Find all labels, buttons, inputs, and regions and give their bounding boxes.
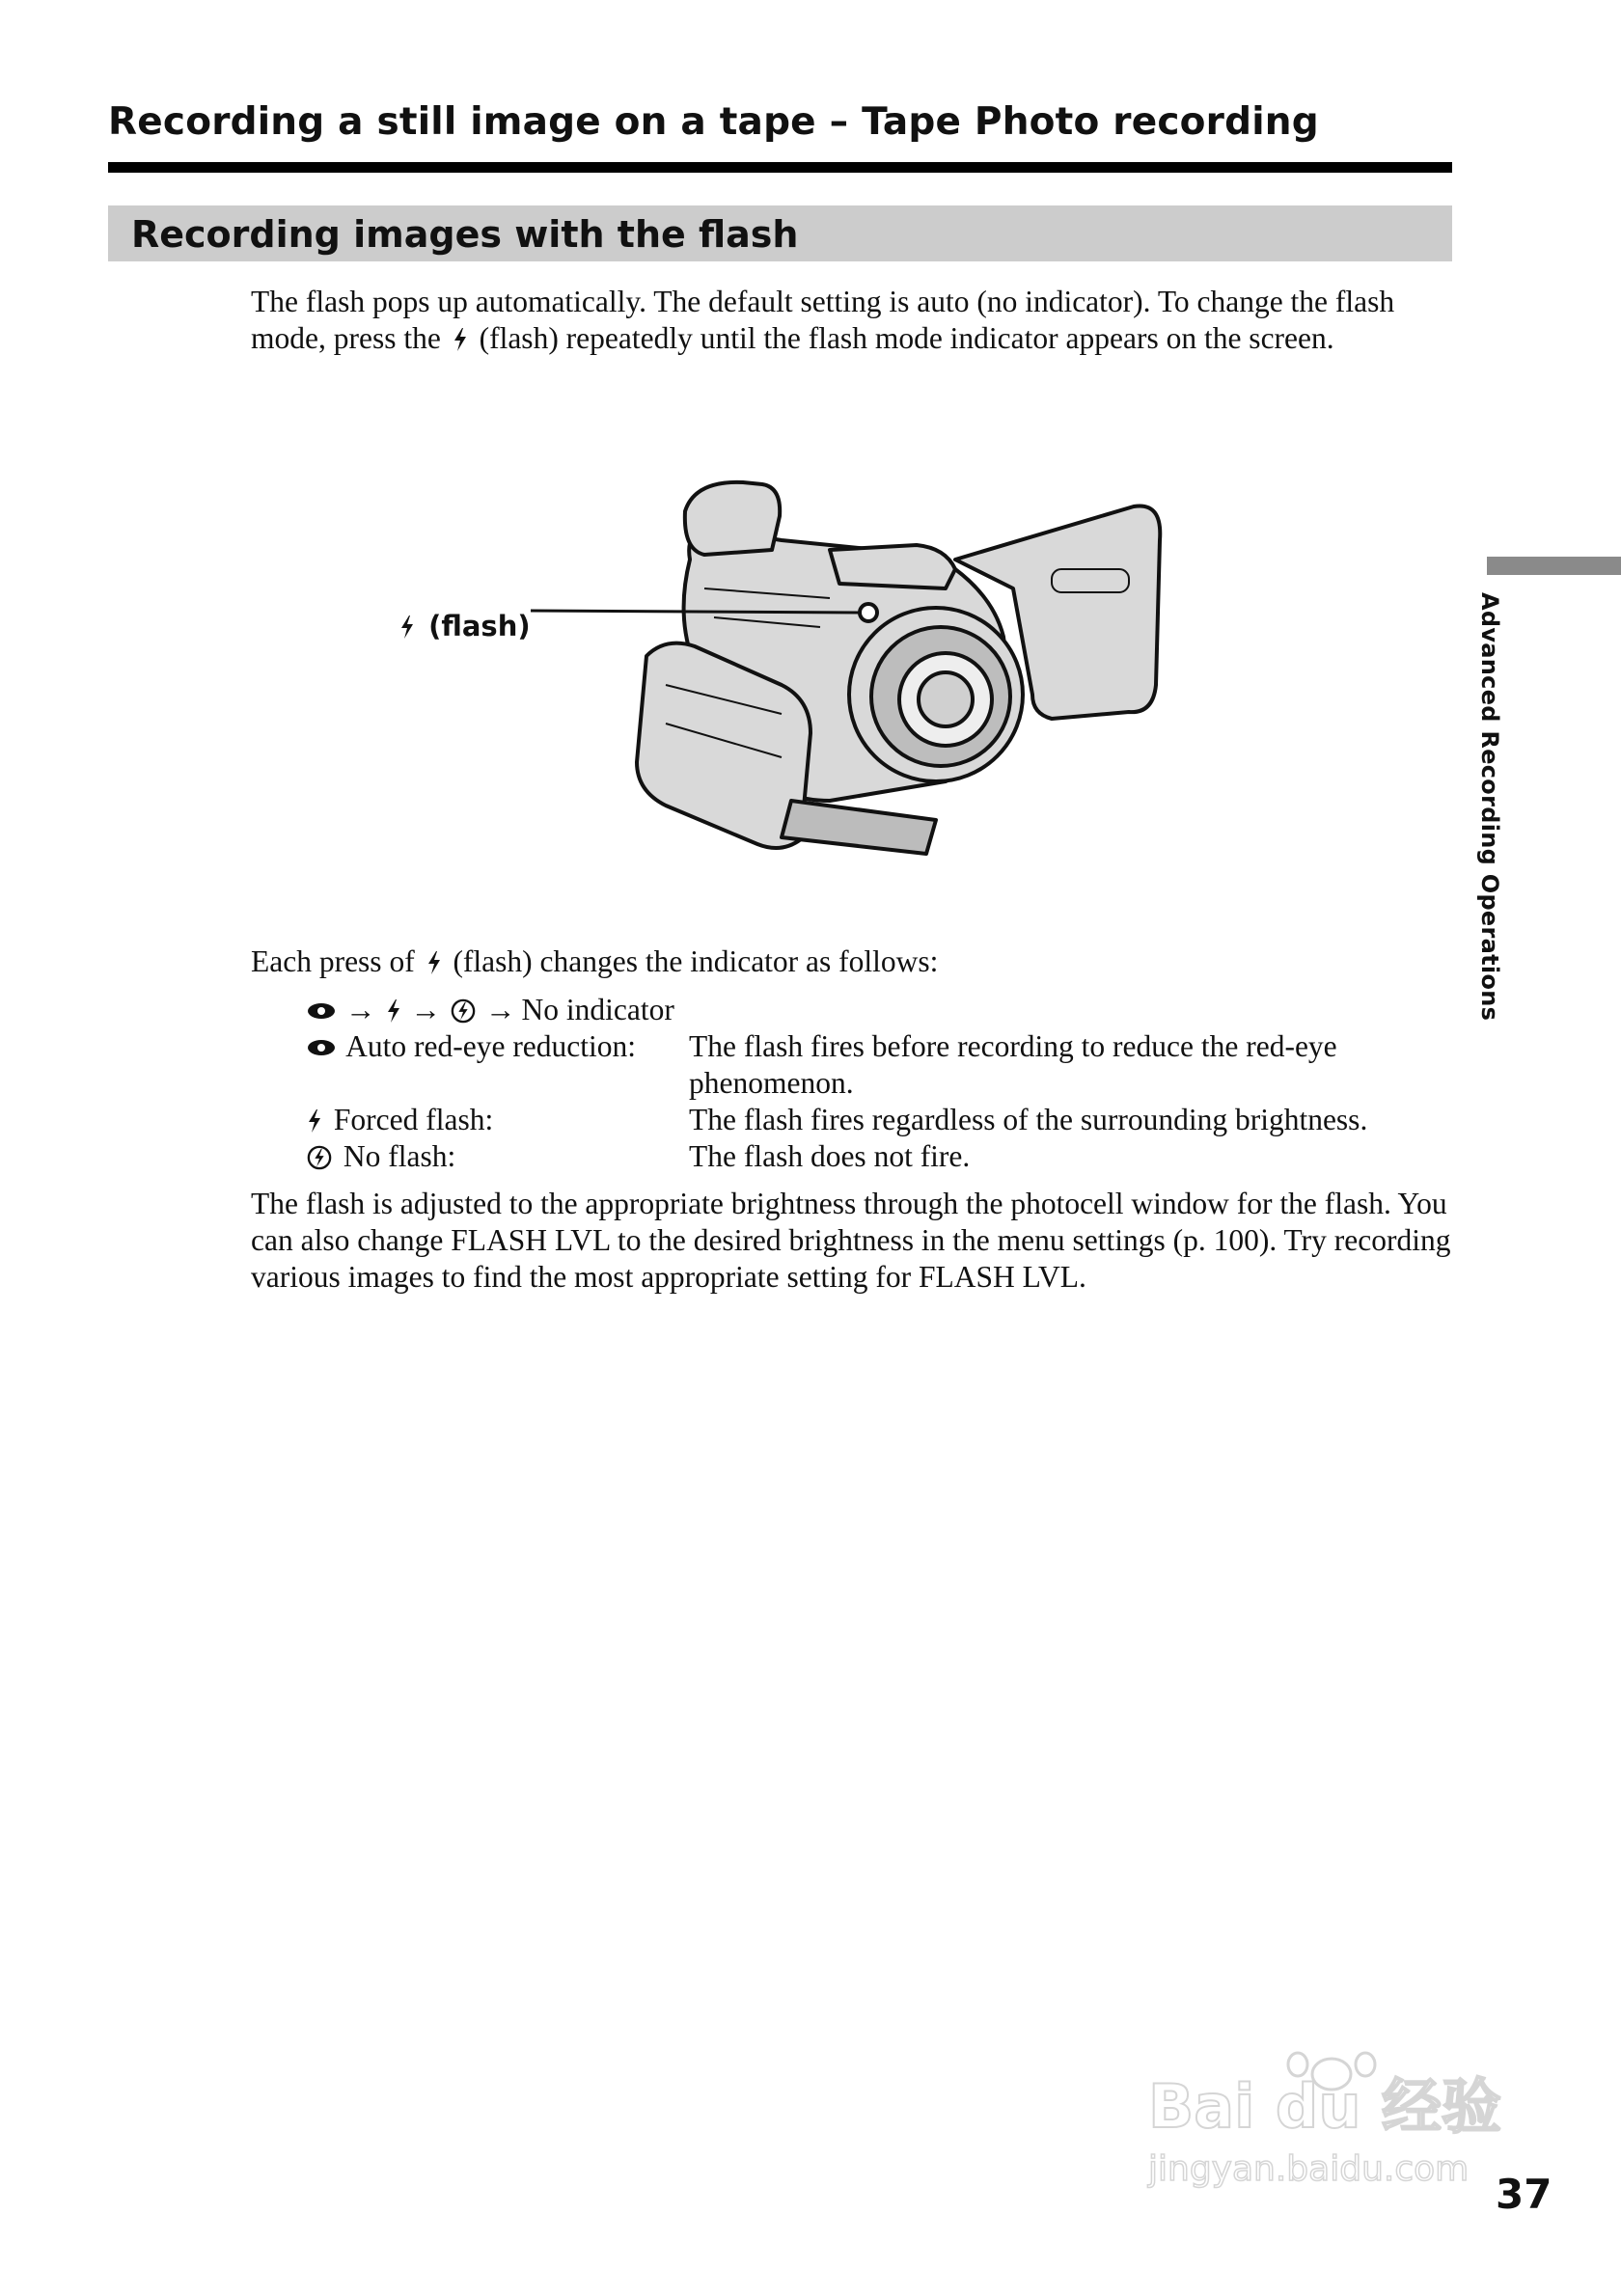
mode-label [303,1028,636,1065]
sequence-arrow: → [410,993,441,1026]
intro-text-1: The flash pops up automatically. The default setting is auto (no indicator). To change the flash mode, press the [251,285,1395,355]
top-handle [830,545,955,588]
indicator-sequence [303,992,674,1028]
each-press-paragraph [251,943,1452,980]
flash-callout-label: (flash) [428,610,531,642]
flash-icon [452,327,469,352]
no-flash-icon [450,998,477,1024]
chapter-title: Recording a still image on a tape – Tape Photo recording [108,100,1319,144]
each-press-text-1: Each press of [251,944,415,978]
title-rule [108,162,1452,173]
mode-label-text: No flash: [343,1139,456,1173]
sequence-end-label: No indicator [521,993,674,1026]
baidu-watermark [1139,2036,1525,2200]
flash-icon [426,950,443,975]
sequence-arrow: → [345,993,376,1026]
watermark-url: jingyan.baidu.com [1148,2149,1470,2189]
mode-description: The flash fires before recording to reduce the red-eye phenomenon. [689,1029,1337,1100]
watermark-brand: Bai du 经验 [1148,2071,1502,2142]
red-eye-icon [306,1035,337,1060]
flash-callout [396,610,531,642]
mode-description: The flash fires regardless of the surrounding brightness. [689,1103,1368,1136]
side-tab-marker [1487,557,1621,575]
flash-icon [398,615,416,640]
intro-paragraph [251,284,1452,357]
closing-paragraph: The flash is adjusted to the appropriate brightness through the photocell window for the flash. You can also change FLASH LVL to the desired brightness in the menu settings (p. 100). Try recording various images to find the most appropriate setting for FLASH LVL. [251,1187,1451,1294]
wrist-band [782,801,936,854]
viewfinder [685,482,780,555]
red-eye-icon [306,998,337,1024]
intro-text-2: (flash) repeatedly until the flash mode indicator appears on the screen. [479,321,1334,355]
callout-leader [531,611,860,613]
mode-label [303,1138,455,1175]
camcorder-illustration [376,473,1206,859]
no-flash-icon [306,1145,333,1170]
mode-label [303,1102,493,1138]
flash-button [860,604,877,621]
each-press-text-2: (flash) changes the indicator as follows: [453,944,939,978]
section-title: Recording images with the flash [131,213,799,256]
sequence-arrow: → [485,993,516,1026]
mode-description: The flash does not fire. [689,1139,971,1173]
page-number: 37 [1496,2171,1552,2218]
section-band [108,205,1452,261]
flash-icon [306,1108,323,1134]
flash-icon [385,998,402,1024]
side-section-label: Advanced Recording Operations [1476,592,1503,1022]
mode-label-text: Forced flash: [333,1103,494,1136]
mode-label-text: Auto red-eye reduction: [345,1029,637,1063]
